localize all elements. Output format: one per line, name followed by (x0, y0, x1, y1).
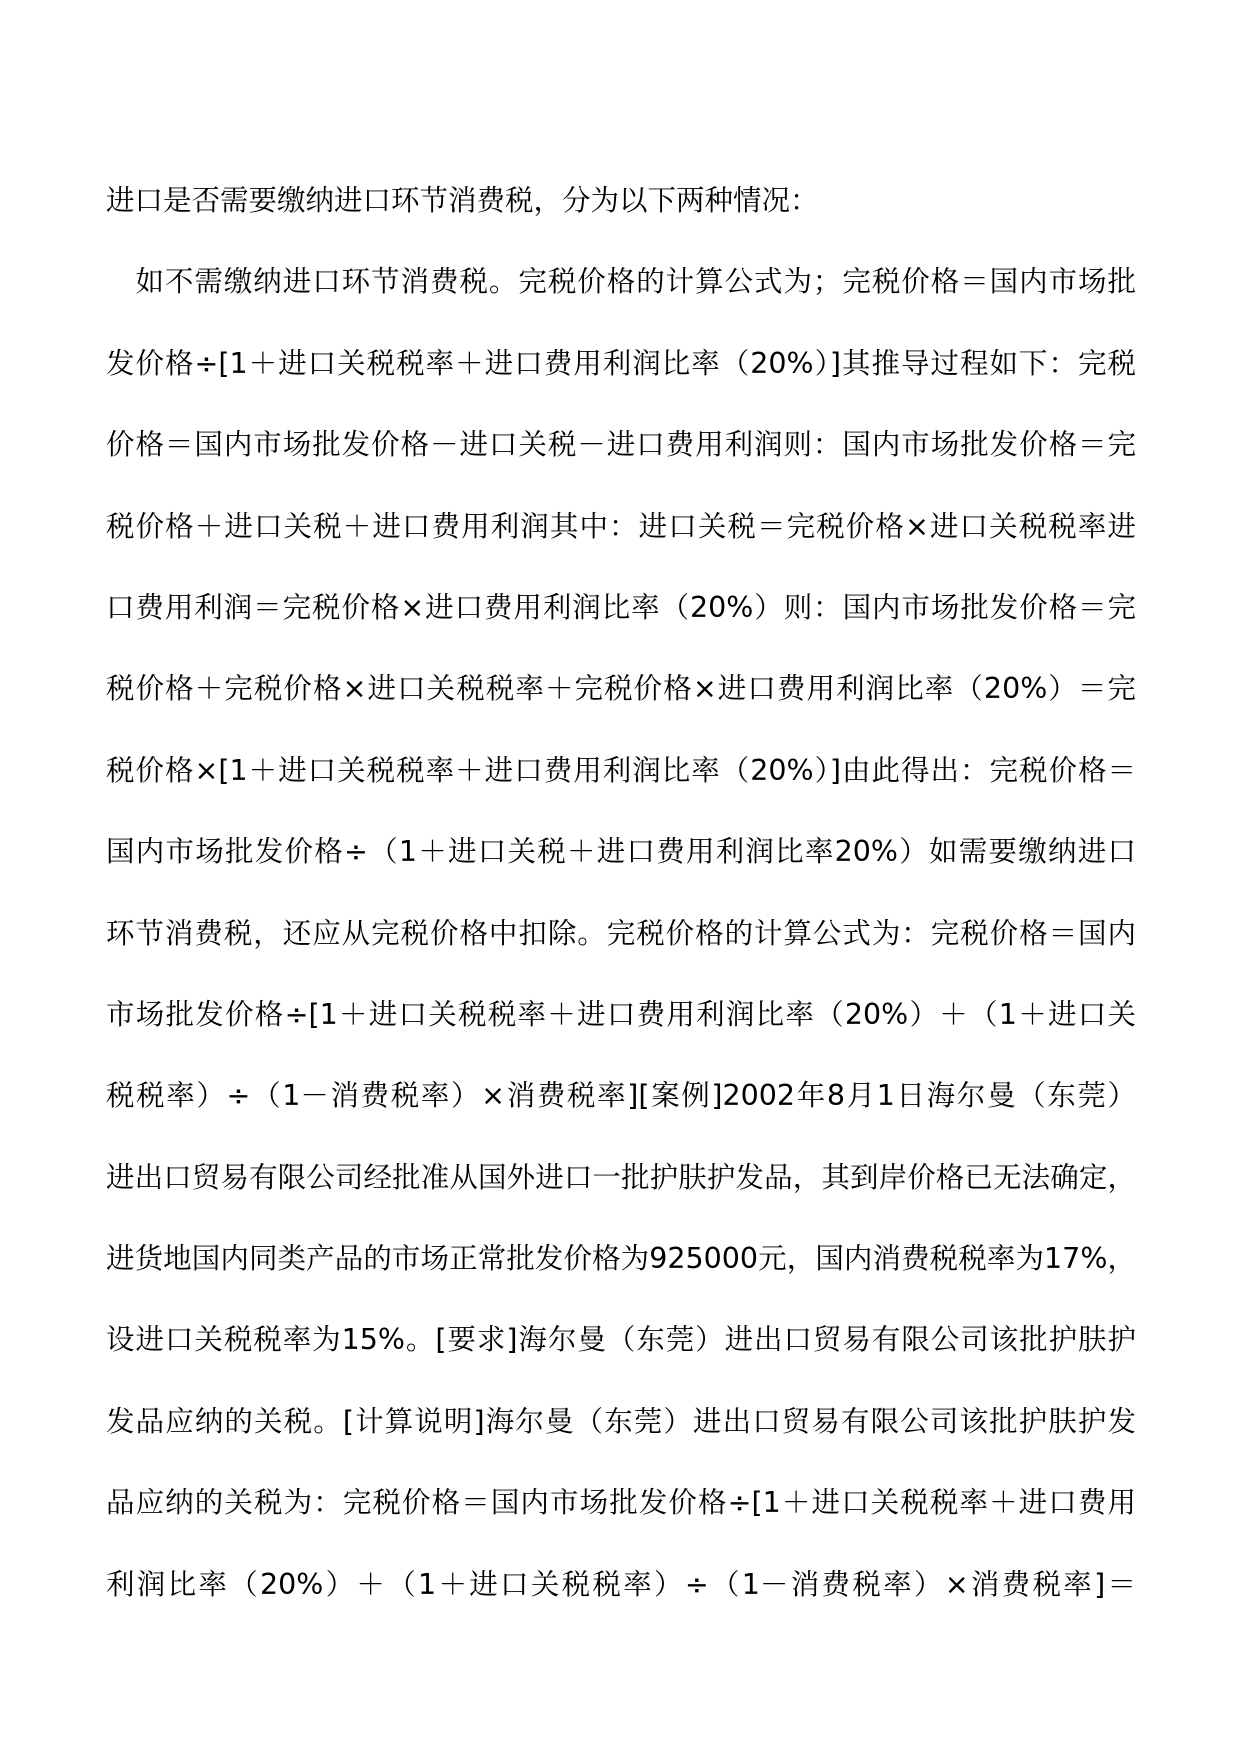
text-line: 市场批发价格÷[1＋进口关税税率＋进口费用利润比率（20%）＋（1＋进口关 (106, 997, 1136, 1031)
text-line: 口费用利润＝完税价格×进口费用利润比率（20%）则：国内市场批发价格＝完 (106, 590, 1136, 624)
text-line: 发价格÷[1＋进口关税税率＋进口费用利润比率（20%）]其推导过程如下：完税 (106, 346, 1136, 380)
body-text (106, 160, 1136, 1625)
text-line: 进出口贸易有限公司经批准从国外进口一批护肤护发品，其到岸价格已无法确定， (106, 1160, 1136, 1194)
text-line: 进货地国内同类产品的市场正常批发价格为925000元，国内消费税税率为17%， (106, 1242, 1136, 1276)
text-line: 如不需缴纳进口环节消费税。完税价格的计算公式为；完税价格＝国内市场批 (106, 265, 1136, 299)
text-line: 利润比率（20%）＋（1＋进口关税税率）÷（1－消费税率）×消费税率]＝ (106, 1567, 1136, 1601)
text-line: 税税率）÷（1－消费税率）×消费税率][案例]2002年8月1日海尔曼（东莞） (106, 1079, 1136, 1113)
text-line: 设进口关税税率为15%。[要求]海尔曼（东莞）进出口贸易有限公司该批护肤护 (106, 1323, 1136, 1357)
text-line: 发品应纳的关税。[计算说明]海尔曼（东莞）进出口贸易有限公司该批护肤护发 (106, 1404, 1136, 1438)
text-line: 品应纳的关税为：完税价格＝国内市场批发价格÷[1＋进口关税税率＋进口费用 (106, 1486, 1136, 1520)
text-line: 税价格×[1＋进口关税税率＋进口费用利润比率（20%）]由此得出：完税价格＝ (106, 753, 1136, 787)
text-line: 税价格＋进口关税＋进口费用利润其中：进口关税＝完税价格×进口关税税率进 (106, 509, 1136, 543)
text-line: 税价格＋完税价格×进口关税税率＋完税价格×进口费用利润比率（20%）＝完 (106, 672, 1136, 706)
text-line: 环节消费税，还应从完税价格中扣除。完税价格的计算公式为：完税价格＝国内 (106, 916, 1136, 950)
text-line: 价格＝国内市场批发价格－进口关税－进口费用利润则：国内市场批发价格＝完 (106, 428, 1136, 462)
text-line: 国内市场批发价格÷（1＋进口关税＋进口费用利润比率20%）如需要缴纳进口 (106, 835, 1136, 869)
text-line: 进口是否需要缴纳进口环节消费税，分为以下两种情况： (106, 184, 819, 217)
